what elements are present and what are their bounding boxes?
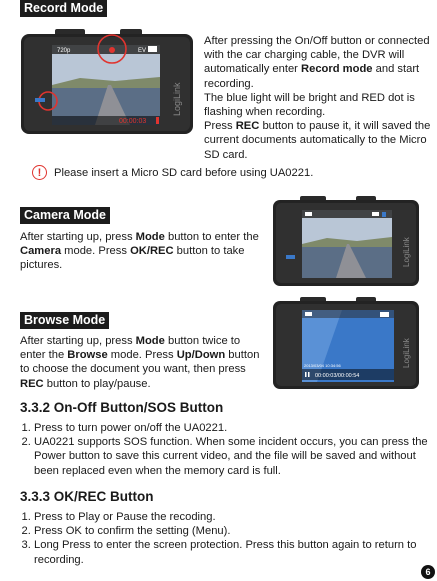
list-item: 3. Long Press to enter the screen protection. Press this button again to return to recording.	[34, 538, 434, 566]
section-332-heading: 3.3.2 On-Off Button/SOS Button	[20, 400, 224, 415]
browse-text-part: mode. Press	[107, 349, 177, 362]
camera-bold: Mode	[135, 231, 165, 243]
section-333-heading: 3.3.3 OK/REC Button	[20, 489, 154, 504]
svg-text:EV: EV	[138, 48, 147, 54]
list-item: 2. Press OK to confirm the setting (Menu).	[34, 524, 434, 538]
list-item: 1. Press to Play or Pause the recoding.	[34, 510, 434, 524]
list-item: 2. UA0221 supports SOS function. When some incident occurs, you can press the Power button to save this current video, and the file will be saved and without been replaced even when the memory card is full.	[34, 435, 432, 478]
notice-text: Please insert a Micro SD card before using UA0221.	[54, 166, 314, 179]
browse-bold: Mode	[135, 335, 165, 347]
browse-text-part: button to choose the document you want, then press	[20, 349, 260, 376]
camera-text-part: After starting up, press	[20, 231, 136, 243]
record-timer: 00:00:03	[119, 118, 147, 125]
browse-date: 2013/03/04 10:34:56	[304, 363, 341, 368]
record-device-brand: LogiLink	[172, 82, 182, 116]
camera-device-brand: LogiLink	[402, 237, 411, 267]
browse-bold: Up/Down	[176, 349, 226, 362]
browse-bold: Browse	[67, 349, 108, 362]
page-number: 6	[421, 565, 435, 579]
warning-icon: !	[32, 165, 47, 180]
camera-mode-device-image	[272, 195, 420, 287]
browse-mode-title: Browse Mode	[20, 312, 109, 329]
svg-text:720p: 720p	[57, 48, 71, 54]
browse-text-part: button twice to enter the	[20, 335, 241, 362]
record-mode-title: Record Mode	[20, 0, 107, 17]
record-text-part: After pressing the On/Off button or connected with the car charging cable, the DVR will automatically enter	[204, 35, 430, 76]
record-mode-device-image	[20, 28, 195, 136]
section-332-list	[20, 421, 432, 478]
sd-card-notice	[32, 165, 313, 180]
camera-bold: Camera	[20, 245, 62, 258]
browse-mode-device-image	[272, 296, 420, 390]
browse-device-brand: LogiLink	[402, 338, 411, 368]
camera-mode-description	[20, 230, 267, 273]
record-bold-mode: Record mode	[301, 63, 373, 76]
record-text-part: and start recording.	[204, 63, 420, 90]
browse-text-part: button to play/pause.	[43, 377, 151, 390]
camera-text-part: button to enter the	[164, 231, 259, 243]
section-333-list	[20, 510, 434, 567]
camera-text-part: button to take pictures.	[20, 245, 245, 272]
browse-text-part: After starting up, press	[20, 335, 136, 347]
camera-text-part: mode. Press	[61, 245, 131, 258]
record-bold-rec: REC	[235, 120, 260, 133]
list-item: 1. Press to turn power on/off the UA0221.	[34, 421, 432, 435]
browse-mode-description	[20, 334, 267, 391]
record-text-part: button to pause it, it will saved the current documents automatically to the Micro SD card.	[204, 120, 431, 161]
record-text-part: The blue light will be bright and RED dot is flashing when recording.	[204, 91, 415, 119]
camera-mode-title: Camera Mode	[20, 207, 110, 224]
camera-bold: OK/REC	[130, 245, 174, 258]
record-mode-description	[204, 34, 433, 162]
browse-playback-time: 00:00:03/00:00:54	[315, 373, 360, 379]
browse-bold: REC	[20, 377, 44, 390]
record-text-part: Press	[204, 120, 236, 133]
